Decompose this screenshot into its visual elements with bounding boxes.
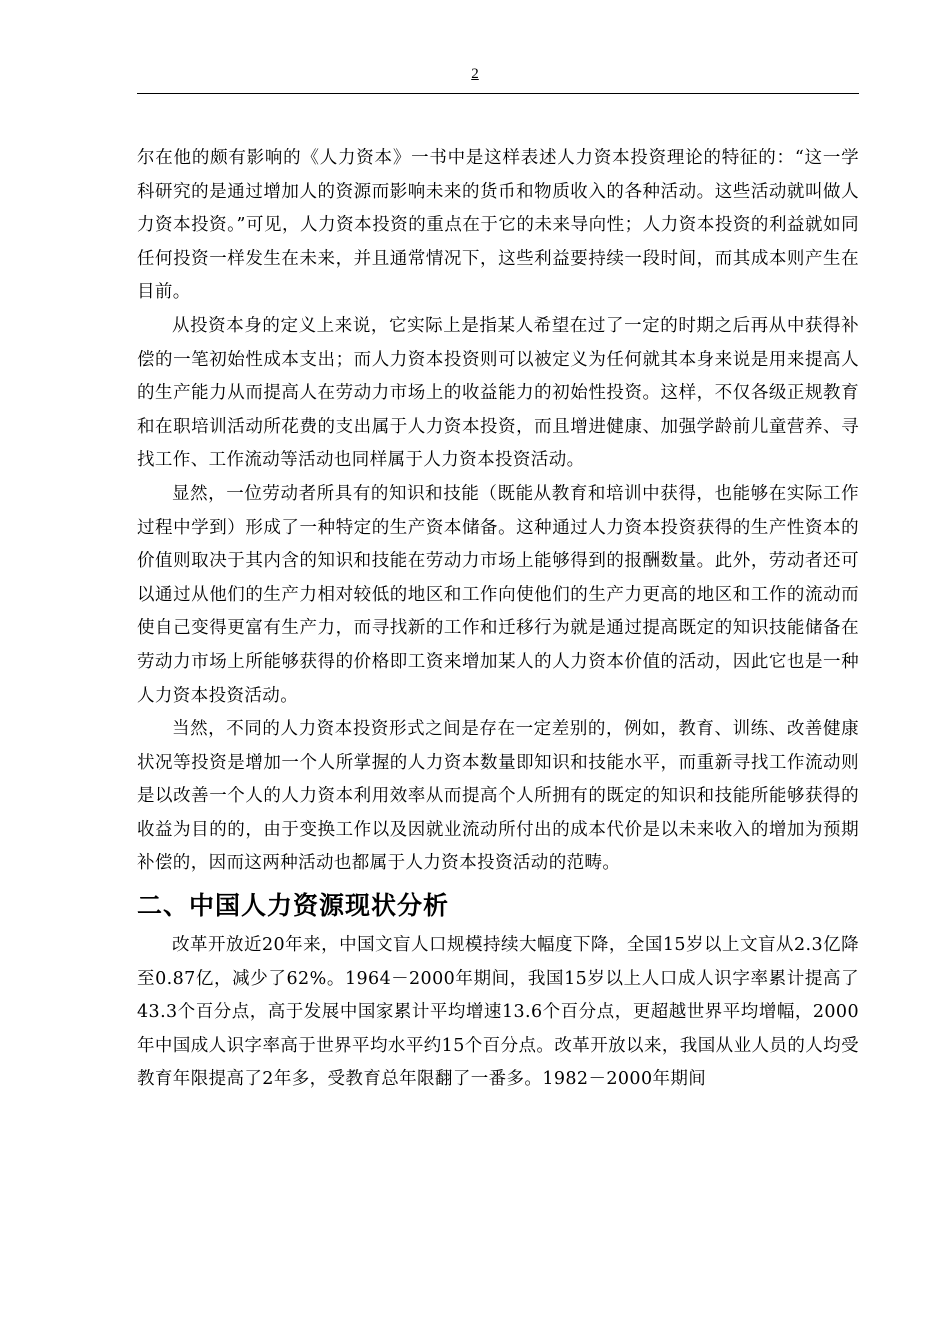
document-body bbox=[137, 142, 859, 1097]
paragraph: 当然，不同的人力资本投资形式之间是存在一定差别的，例如，教育、训练、改善健康状况等投资是增加一个人所掌握的人力资本数量即知识和技能水平，而重新寻找工作流动则是以改善一个人的人力资本利用效率从而提高个人所拥有的既定的知识和技能所能够获得的收益为目的的，由于变换工作以及因就业流动所付出的成本代价是以未来收入的增加为预期补偿的，因而这两种活动也都属于人力资本投资活动的范畴。 bbox=[137, 719, 859, 874]
paragraph-continued: 尔在他的颇有影响的《人力资本》一书中是这样表述人力资本投资理论的特征的：“这一学科研究的是通过增加人的资源而影响未来的货币和物质收入的各种活动。这些活动就叫做人力资本投资。”可见，人力资本投资的重点在于它的未来导向性；人力资本投资的利益就如同任何投资一样发生在未来，并且通常情况下，这些利益要持续一段时间，而其成本则产生在目前。 bbox=[137, 148, 859, 303]
header-rule bbox=[137, 93, 859, 94]
paragraph: 改革开放近20年来，中国文盲人口规模持续大幅度下降，全国15岁以上文盲从2.3亿降至0.87亿，减少了62%。1964－2000年期间，我国15岁以上人口成人识字率累计提高了43.3个百分点，高于发展中国家累计平均增速13.6个百分点，更超越世界平均增幅，2000年中国成人识字率高于世界平均水平约15个百分点。改革开放以来，我国从业人员的人均受教育年限提高了2年多，受教育总年限翻了一番多。1982－2000年期间 bbox=[137, 935, 859, 1090]
section-heading: 二、中国人力资源现状分析 bbox=[137, 891, 450, 921]
paragraph: 从投资本身的定义上来说，它实际上是指某人希望在过了一定的时期之后再从中获得补偿的一笔初始性成本支出；而人力资本投资则可以被定义为任何就其本身来说是用来提高人的生产能力从而提高人在劳动力市场上的收益能力的初始性投资。这样，不仅各级正规教育和在职培训活动所花费的支出属于人力资本投资，而且增进健康、加强学龄前儿童营养、寻找工作、工作流动等活动也同样属于人力资本投资活动。 bbox=[137, 315, 859, 471]
paragraph: 显然，一位劳动者所具有的知识和技能（既能从教育和培训中获得，也能够在实际工作过程中学到）形成了一种特定的生产资本储备。这种通过人力资本投资获得的生产性资本的价值则取决于其内含的知识和技能在劳动力市场上能够得到的报酬数量。此外，劳动者还可以通过从他们的生产力相对较低的地区和工作向使他们的生产力更高的地区和工作的流动而使自己变得更富有生产力，而寻找新的工作和迁移行为就是通过提高既定的知识技能储备在劳动力市场上所能够获得的价格即工资来增加某人的人力资本价值的活动，因此它也是一种人力资本投资活动。 bbox=[137, 483, 859, 706]
page-number: 2 bbox=[471, 66, 479, 82]
